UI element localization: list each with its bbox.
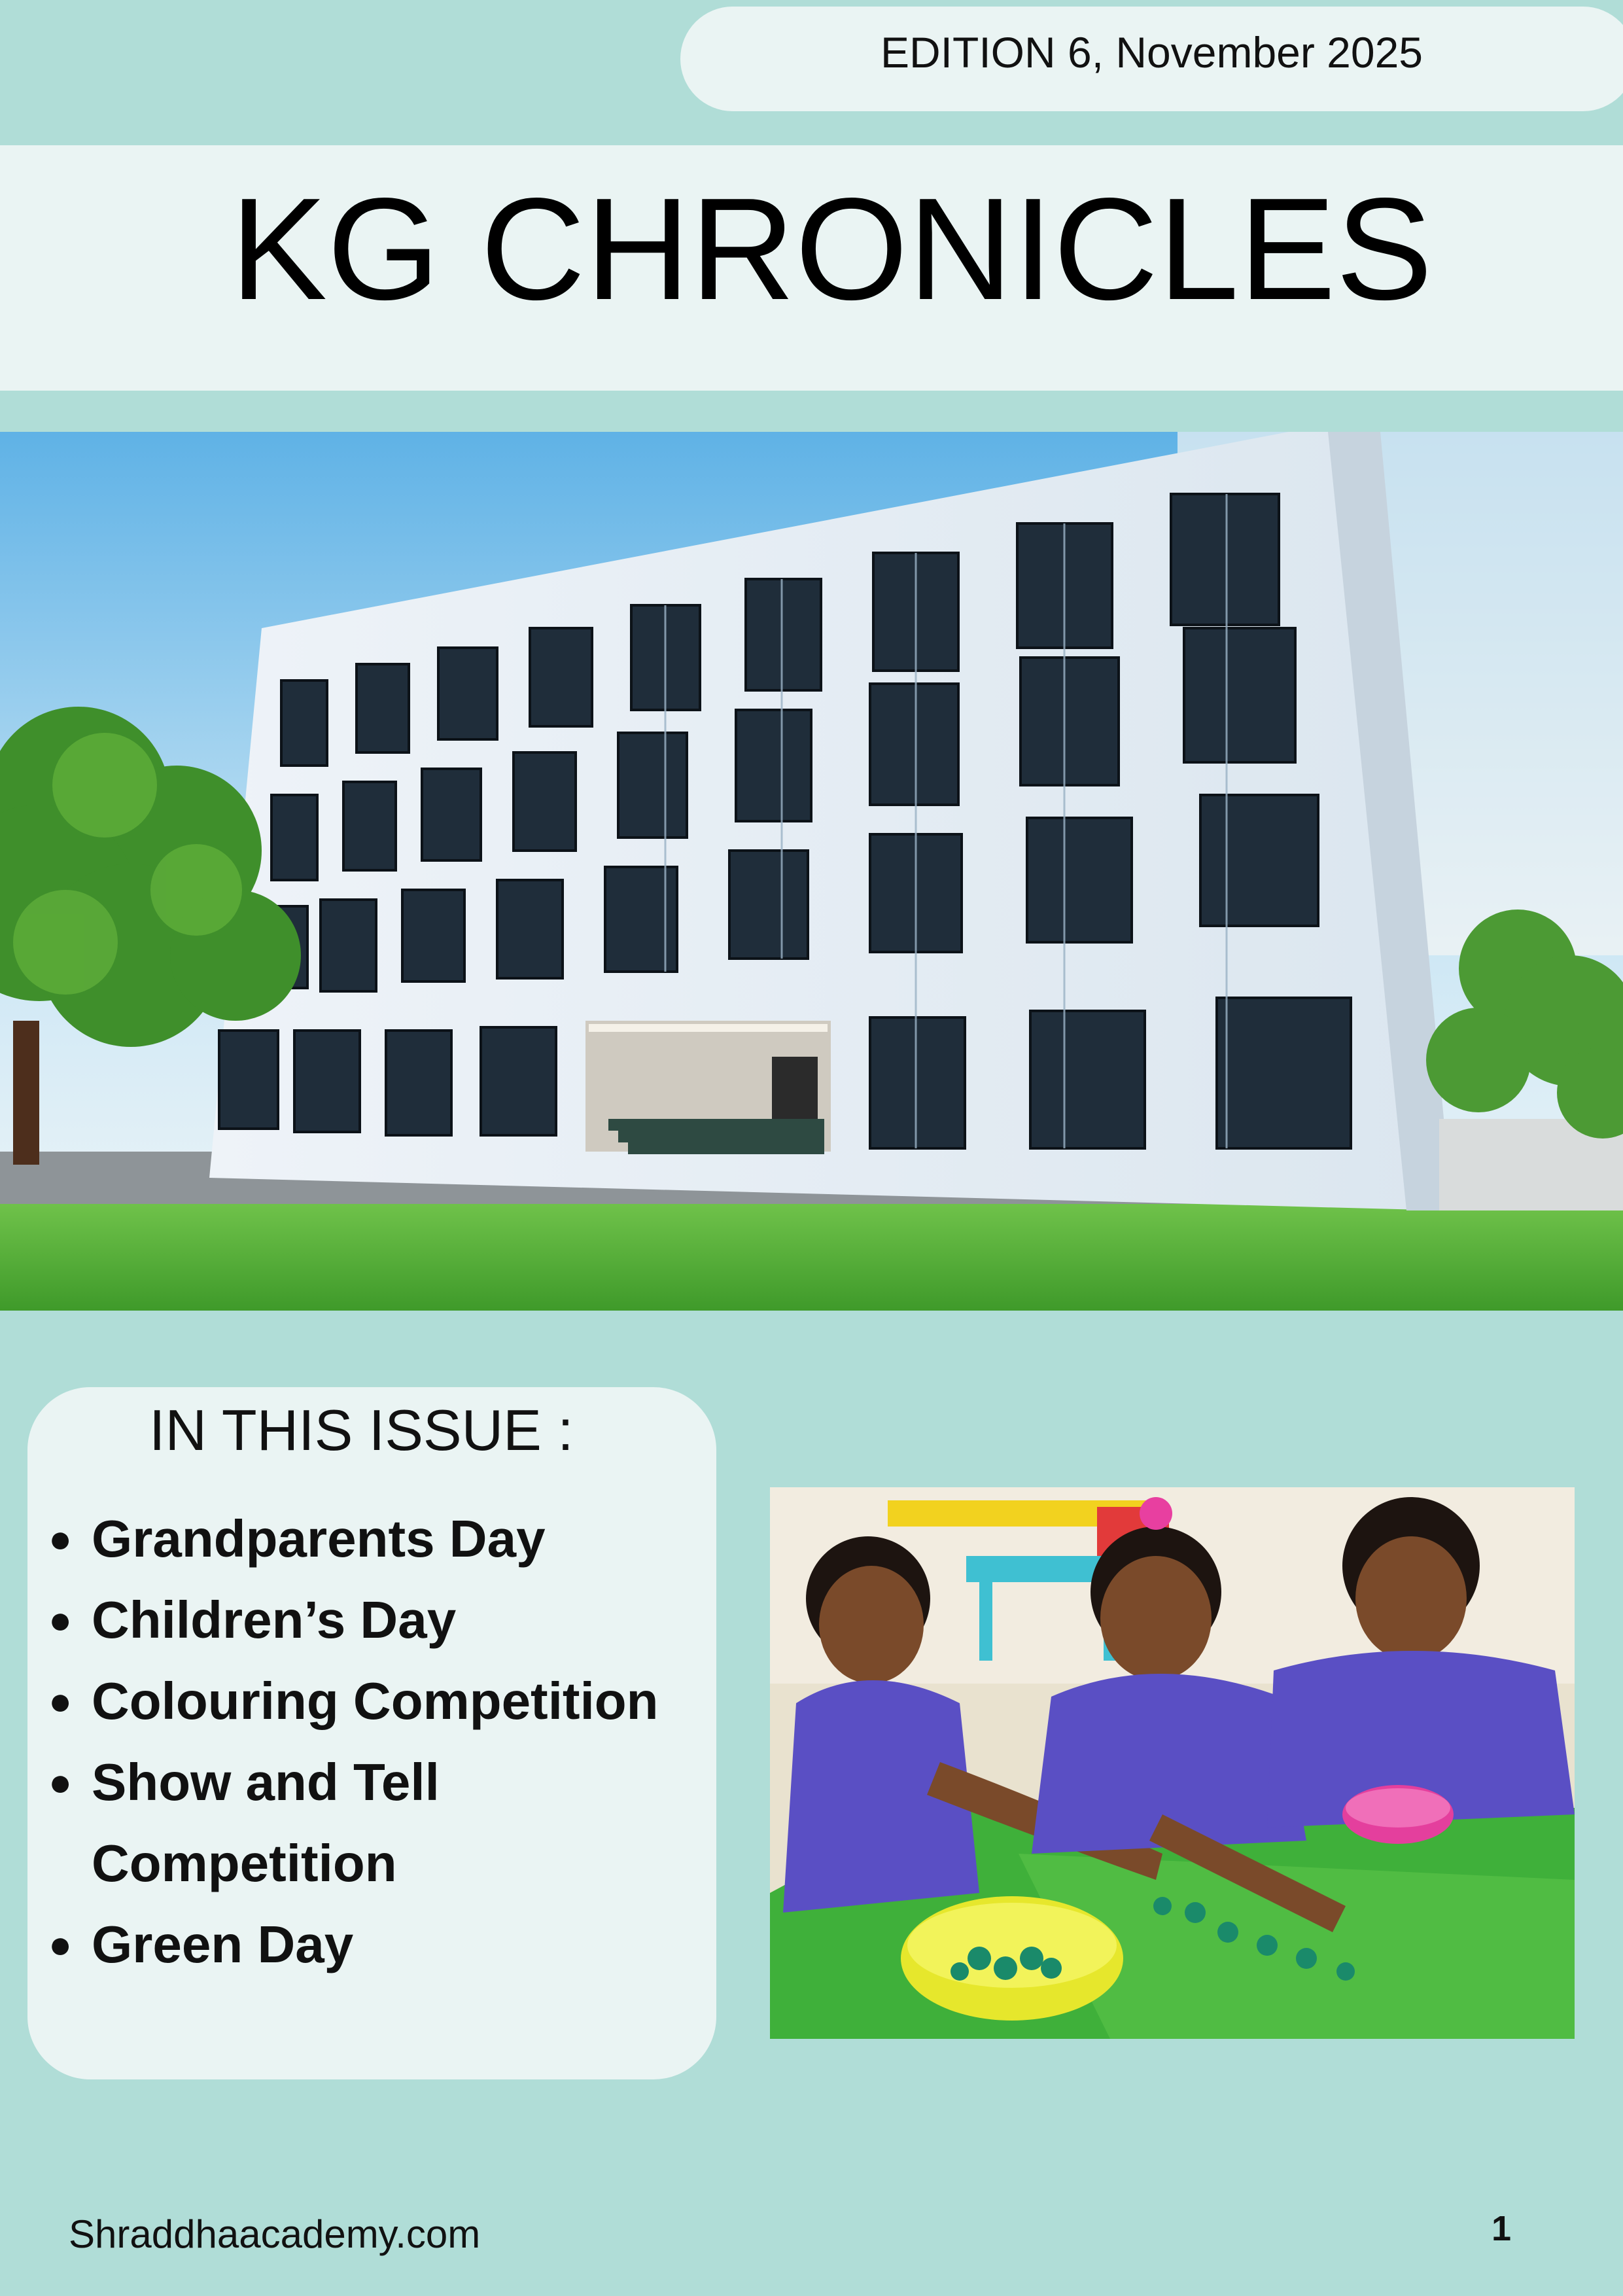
bullet-icon: ●: [48, 1517, 73, 1561]
edition-label: EDITION 6, November 2025: [881, 28, 1423, 77]
newsletter-title: KG CHRONICLES: [230, 168, 1433, 330]
bullet-icon: ●: [48, 1598, 73, 1642]
website-url: Shraddhaacademy.com: [69, 2212, 481, 2256]
bullet-icon: ●: [48, 1922, 73, 1966]
bullet-icon: ●: [48, 1679, 73, 1723]
list-item: ● Green Day: [41, 1904, 659, 1985]
children-activity-photo: [770, 1487, 1575, 2039]
school-building-photo: [0, 432, 1623, 1311]
list-item: ● Show and Tell: [41, 1742, 659, 1823]
page-number: 1: [1492, 2209, 1512, 2248]
list-item: ● Grandparents Day: [41, 1498, 659, 1580]
in-this-issue-heading: IN THIS ISSUE :: [149, 1398, 574, 1462]
bullet-icon: ●: [48, 1760, 73, 1804]
issue-contents-list: [41, 1498, 659, 1985]
list-item-continuation: Competition: [92, 1834, 397, 1892]
list-item: ● Children’s Day: [41, 1580, 659, 1661]
list-item: ● Colouring Competition: [41, 1661, 659, 1742]
